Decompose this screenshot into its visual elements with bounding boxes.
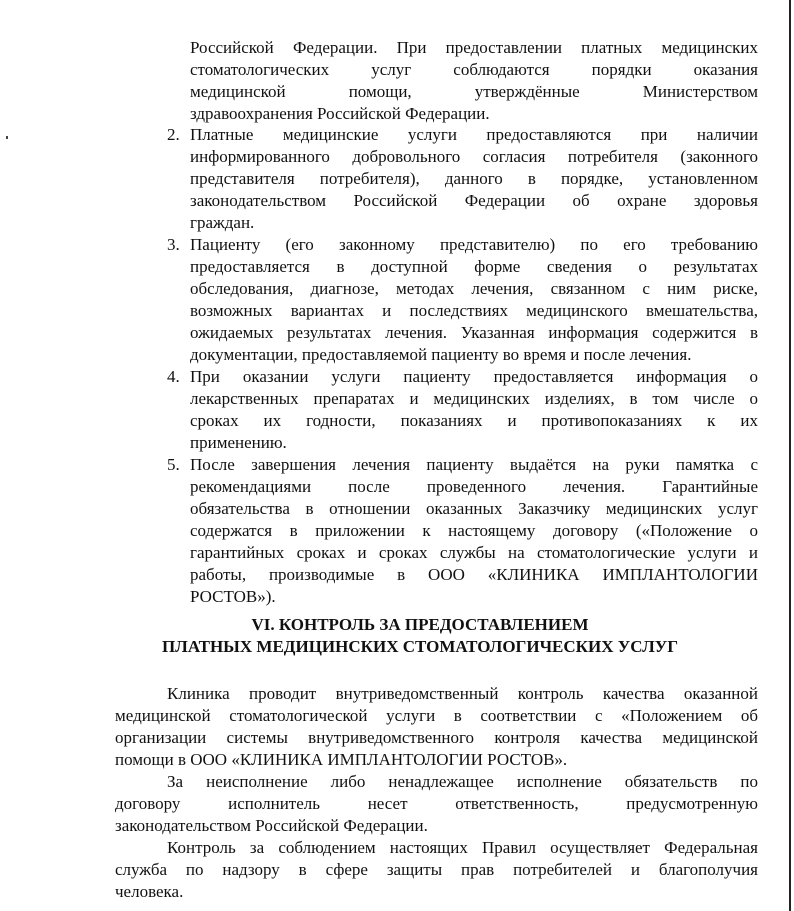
- text-line: работы, производимые в ООО «КЛИНИКА ИМПЛАНТОЛОГИИ: [190, 565, 758, 584]
- text-line: После завершения лечения пациенту выдаётся на руки памятка с: [190, 455, 758, 474]
- text-line: Пациенту (его законному представителю) по его требованию: [190, 235, 758, 254]
- text-line: рекомендациями после проведенного лечения. Гарантийные: [190, 477, 758, 496]
- scan-edge-line: [789, 0, 791, 911]
- text-line: стоматологических услуг соблюдаются порядки оказания: [190, 60, 758, 79]
- paragraph: [115, 771, 758, 837]
- text-line: РОСТОВ»).: [190, 587, 276, 606]
- text-line: содержатся в приложении к настоящему договору («Положение о: [190, 521, 758, 540]
- text-line: ожидаемых результатах лечения. Указанная информация содержится в: [190, 323, 758, 342]
- text-line: документации, предоставляемой пациенту во время и после лечения.: [190, 345, 692, 364]
- numbered-list: [160, 124, 758, 608]
- section-heading: [100, 614, 740, 658]
- text-line: граждан.: [190, 213, 255, 232]
- list-item-number: 3.: [167, 235, 180, 254]
- paragraph: [115, 683, 758, 771]
- paragraph: [115, 837, 758, 903]
- text-line: служба по надзору в сфере защиты прав потребителей и благополучия: [115, 860, 758, 879]
- continuation-text: [190, 37, 758, 125]
- text-line: информированного добровольного согласия потребителя (законного: [190, 147, 758, 166]
- text-line: медицинской помощи, утверждённые Министерством: [190, 82, 758, 101]
- text-line: Клиника проводит внутриведомственный контроль качества оказанной: [167, 684, 758, 703]
- text-line: возможных вариантах и последствиях медицинского вмешательства,: [190, 301, 758, 320]
- text-line: обязательства в отношении оказанных Заказчику медицинских услуг: [190, 499, 758, 518]
- text-line: Российской Федерации. При предоставлении платных медицинских: [190, 38, 758, 57]
- text-line: здравоохранения Российской Федерации.: [190, 104, 490, 123]
- text-line: обследования, диагнозе, методах лечения, связанном с ним риске,: [190, 279, 758, 298]
- text-line: За неисполнение либо ненадлежащее исполнение обязательств по: [167, 772, 758, 791]
- text-line: представителя потребителя), данного в порядке, установленном: [190, 169, 758, 188]
- list-item-number: 2.: [167, 125, 180, 144]
- text-line: гарантийных сроках и сроках службы на стоматологические услуги и: [190, 543, 758, 562]
- text-line: При оказании услуги пациенту предоставляется информация о: [190, 367, 758, 386]
- text-line: законодательством Российской Федерации.: [115, 816, 428, 835]
- text-line: помощи в ООО «КЛИНИКА ИМПЛАНТОЛОГИИ РОСТОВ».: [115, 750, 568, 769]
- text-line: договору исполнитель несет ответственность, предусмотренную: [115, 794, 758, 813]
- text-line: предоставляется в доступной форме сведения о результатах: [190, 257, 758, 276]
- list-item: [160, 124, 758, 234]
- text-line: медицинской стоматологической услуги в соответствии с «Положением об: [115, 706, 758, 725]
- list-item: [160, 366, 758, 454]
- text-line: применению.: [190, 433, 287, 452]
- section-body: [115, 683, 758, 903]
- section-heading-line: ПЛАТНЫХ МЕДИЦИНСКИХ СТОМАТОЛОГИЧЕСКИХ УСЛУГ: [161, 637, 679, 656]
- list-item: [160, 454, 758, 608]
- text-line: организации системы внутриведомственного контроля качества медицинской: [115, 728, 758, 747]
- text-line: сроках их годности, показаниях и противопоказаниях к их: [190, 411, 758, 430]
- list-item-number: 4.: [167, 367, 180, 386]
- list-item-number: 5.: [167, 455, 180, 474]
- text-line: законодательством Российской Федерации об охране здоровья: [190, 191, 758, 210]
- text-line: лекарственных препаратах и медицинских изделиях, в том числе о: [190, 389, 758, 408]
- scan-speck: [6, 136, 8, 139]
- list-item: [160, 234, 758, 366]
- text-line: человека.: [115, 882, 184, 901]
- text-line: Контроль за соблюдением настоящих Правил осуществляет Федеральная: [167, 838, 758, 857]
- text-line: Платные медицинские услуги предоставляются при наличии: [190, 125, 758, 144]
- section-heading-line: VI. КОНТРОЛЬ ЗА ПРЕДОСТАВЛЕНИЕМ: [251, 615, 589, 634]
